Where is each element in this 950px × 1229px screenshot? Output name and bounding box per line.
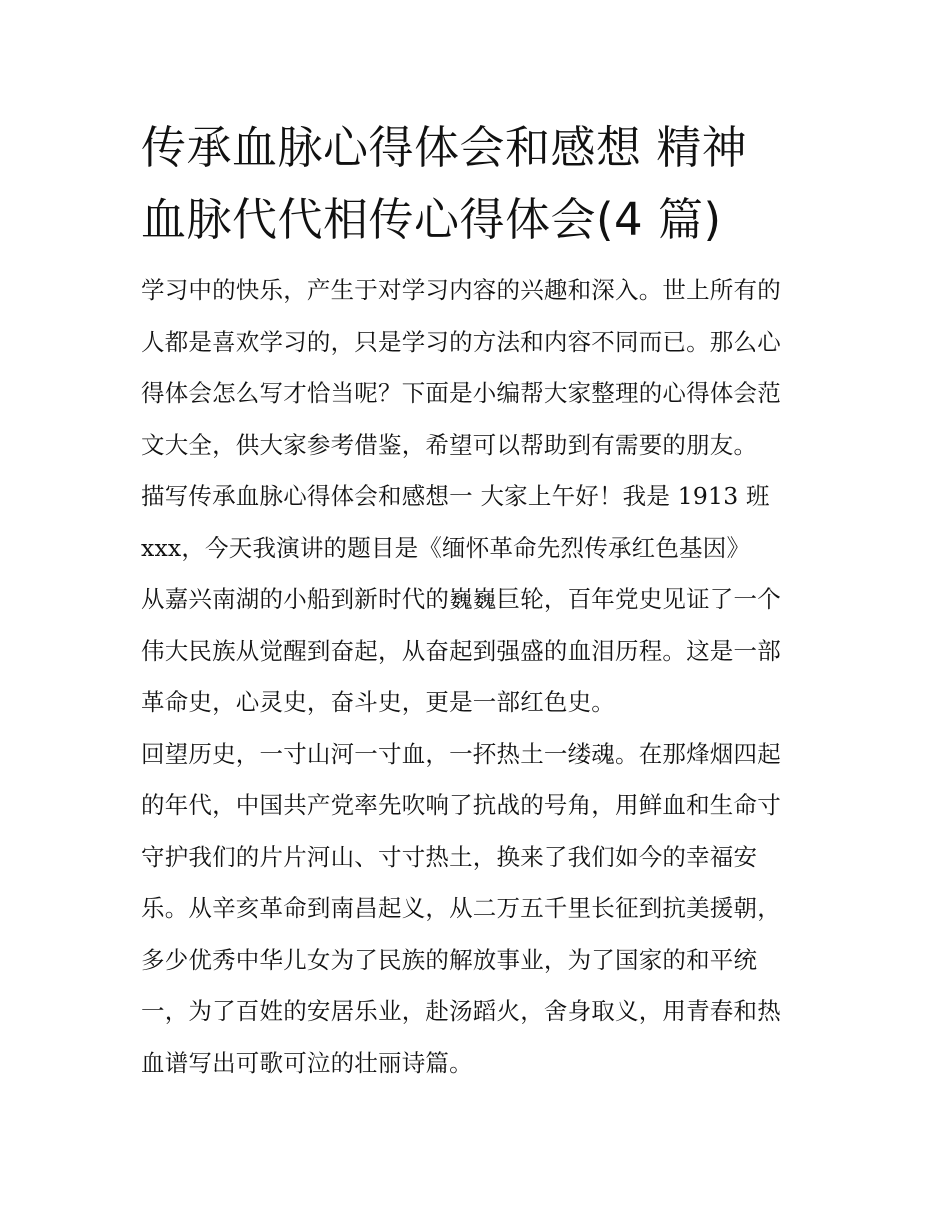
body-line: 乐。从辛亥革命到南昌起义，从二万五千里长征到抗美援朝， xyxy=(141,894,781,922)
body-line: 回望历史，一寸山河一寸血，一抔热土一缕魂。在那烽烟四起 xyxy=(141,739,781,768)
document-body xyxy=(141,265,813,1089)
document-page xyxy=(141,112,813,1089)
body-line: 一，为了百姓的安居乐业，赴汤蹈火，舍身取义，用青春和热 xyxy=(141,997,781,1025)
body-line: 人都是喜欢学习的，只是学习的方法和内容不同而已。那么心 xyxy=(141,327,781,356)
body-line: 守护我们的片片河山、寸寸热土，换来了我们如今的幸福安 xyxy=(141,842,758,871)
body-line: 革命史，心灵史，奋斗史，更是一部红色史。 xyxy=(141,688,615,716)
body-line: 多少优秀中华儿女为了民族的解放事业，为了国家的和平统 xyxy=(141,945,758,974)
body-line: 文大全，供大家参考借鉴，希望可以帮助到有需要的朋友。 xyxy=(141,430,758,459)
document-title xyxy=(141,112,813,256)
body-line: 血谱写出可歌可泣的壮丽诗篇。 xyxy=(141,1048,473,1077)
body-line: 伟大民族从觉醒到奋起，从奋起到强盛的血泪历程。这是一部 xyxy=(141,636,781,665)
body-line: 的年代，中国共产党率先吹响了抗战的号角，用鲜血和生命寸 xyxy=(141,791,781,819)
body-line: 学习中的快乐，产生于对学习内容的兴趣和深入。世上所有的 xyxy=(141,276,781,304)
title-line: 血脉代代相传心得体会(4 篇) xyxy=(141,193,722,246)
body-line: xxx，今天我演讲的题目是《缅怀革命先烈传承红色基因》 xyxy=(141,533,751,562)
body-line: 得体会怎么写才恰当呢？下面是小编帮大家整理的心得体会范 xyxy=(141,379,781,407)
title-line: 传承血脉心得体会和感想 精神 xyxy=(141,121,748,174)
body-line: 从嘉兴南湖的小船到新时代的巍巍巨轮，百年党史见证了一个 xyxy=(141,585,781,613)
body-line: 描写传承血脉心得体会和感想一 大家上午好！我是 1913 班 xyxy=(141,482,770,510)
